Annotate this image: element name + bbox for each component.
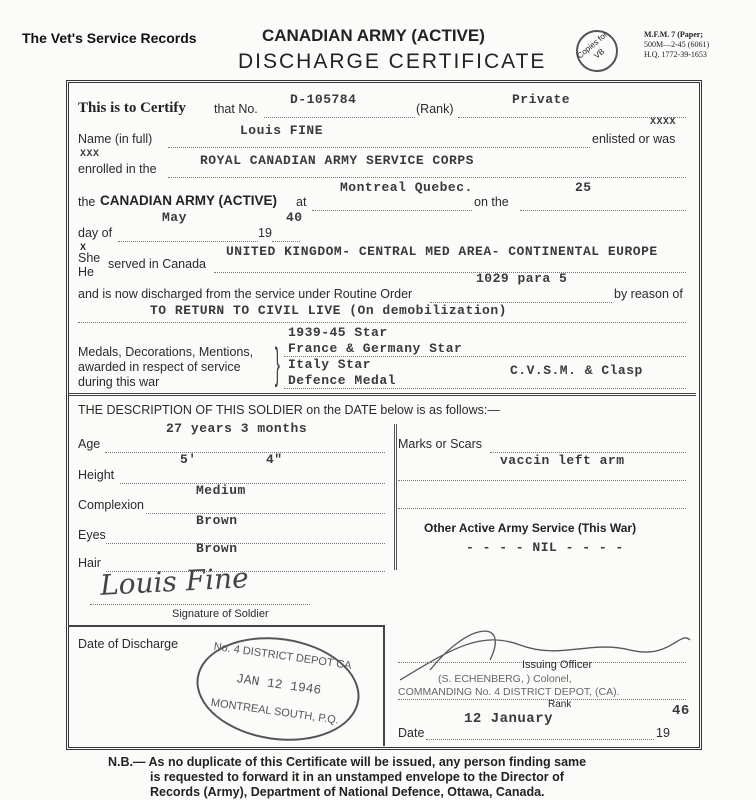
enlist-day: 25 — [575, 180, 592, 195]
medals-label: Medals, Decorations, Mentions, awarded in respect of service during this war — [78, 345, 254, 389]
issue-year: 46 — [672, 703, 690, 719]
label: He — [78, 265, 94, 279]
label: Height — [78, 468, 115, 482]
issue-date: 12 January — [464, 711, 554, 727]
label: enrolled in the — [78, 162, 157, 176]
eyes-value: Brown — [196, 513, 238, 528]
name-value: Louis FINE — [240, 123, 324, 138]
label: enlisted or was — [592, 132, 676, 146]
enlist-year: 40 — [286, 210, 303, 225]
officer-name: (S. ECHENBERG, ) Colonel, — [438, 673, 572, 685]
label: (Rank) — [416, 102, 454, 116]
soldier-signature: Louis Fine — [99, 561, 250, 602]
height-inches: 4" — [266, 452, 283, 467]
label: by reason of — [614, 287, 683, 301]
label: served in Canada — [108, 257, 206, 271]
corps-value: ROYAL CANADIAN ARMY SERVICE CORPS — [200, 153, 474, 168]
label: 19 — [258, 226, 272, 240]
brace: } — [274, 339, 280, 388]
routine-order: 1029 para 5 — [476, 271, 568, 286]
label: that No. — [214, 102, 258, 116]
other-service-value: - - - - NIL - - - - — [466, 540, 624, 555]
hair-value: Brown — [196, 541, 238, 556]
enlist-place: Montreal Quebec. — [340, 180, 473, 195]
label: Date of Discharge — [78, 637, 179, 651]
label: Marks or Scars — [398, 437, 483, 451]
complexion-value: Medium — [196, 483, 246, 498]
label: Hair — [78, 556, 101, 570]
medals-list: 1939-45 Star France & Germany Star Italy Star Defence Medal — [288, 325, 463, 388]
label: Issuing Officer — [522, 659, 593, 671]
marks-value: vaccin left arm — [500, 453, 625, 468]
label: She — [78, 251, 101, 265]
strike-mark: X — [80, 242, 87, 252]
label: Age — [78, 437, 101, 451]
label: on the — [474, 195, 509, 209]
enlist-month: May — [162, 210, 187, 225]
district-depot-stamp: No. 4 DISTRICT DEPOT CA JAN 12 1946 MONTREAL SOUTH, P.Q. — [190, 627, 367, 751]
document-title: DISCHARGE CERTIFICATE — [238, 50, 547, 73]
officer-title: COMMANDING No. 4 DISTRICT DEPOT, (CA). — [398, 686, 620, 698]
certify-lead: This is to Certify — [78, 100, 186, 116]
service-areas: UNITED KINGDOM- CENTRAL MED AREA- CONTINENTAL EUROPE — [226, 244, 658, 259]
medals-extra: C.V.S.M. & Clasp — [510, 363, 643, 378]
nb-notice: N.B.— As no duplicate of this Certificate will be issued, any person finding same is requested to forward it in an unstamped envelope to the Director of Records (Army), Department of National Defence, Ottawa, Canada. — [108, 755, 587, 799]
service-number: D-105784 — [290, 92, 357, 107]
strike-mark: XXX — [80, 149, 100, 160]
discharge-reason: TO RETURN TO CIVIL LIVE (On demobilization) — [150, 303, 507, 318]
divider — [394, 424, 397, 570]
divider — [383, 625, 385, 746]
label: and is now discharged from the service under Routine Order — [78, 287, 413, 301]
label: Rank — [548, 699, 572, 710]
form-number: M.F.M. 7 (Paper; 500M—2-45 (6061) H.Q. 1772-39-1653 — [644, 30, 710, 59]
description-heading: THE DESCRIPTION OF THIS SOLDIER on the DATE below is as follows:— — [78, 403, 500, 417]
label: Signature of Soldier — [172, 608, 269, 620]
other-service-label: Other Active Army Service (This War) — [424, 521, 637, 535]
rank-value: Private — [512, 92, 571, 107]
label: Date — [398, 726, 425, 740]
label: Eyes — [78, 528, 106, 542]
copy-stamp: Copies for VB — [567, 21, 626, 80]
army-name: CANADIAN ARMY (ACTIVE) — [100, 193, 277, 208]
label: day of — [78, 226, 113, 240]
org-title: CANADIAN ARMY (ACTIVE) — [262, 26, 485, 45]
site-title: The Vet's Service Records — [22, 30, 197, 46]
label: Complexion — [78, 498, 145, 512]
label: at — [296, 195, 307, 209]
height-feet: 5' — [180, 452, 197, 467]
label: the — [78, 195, 96, 209]
strike-mark: XXXX — [650, 117, 677, 128]
label: Name (in full) — [78, 132, 153, 146]
label: 19 — [656, 726, 670, 740]
age-value: 27 years 3 months — [166, 421, 308, 436]
